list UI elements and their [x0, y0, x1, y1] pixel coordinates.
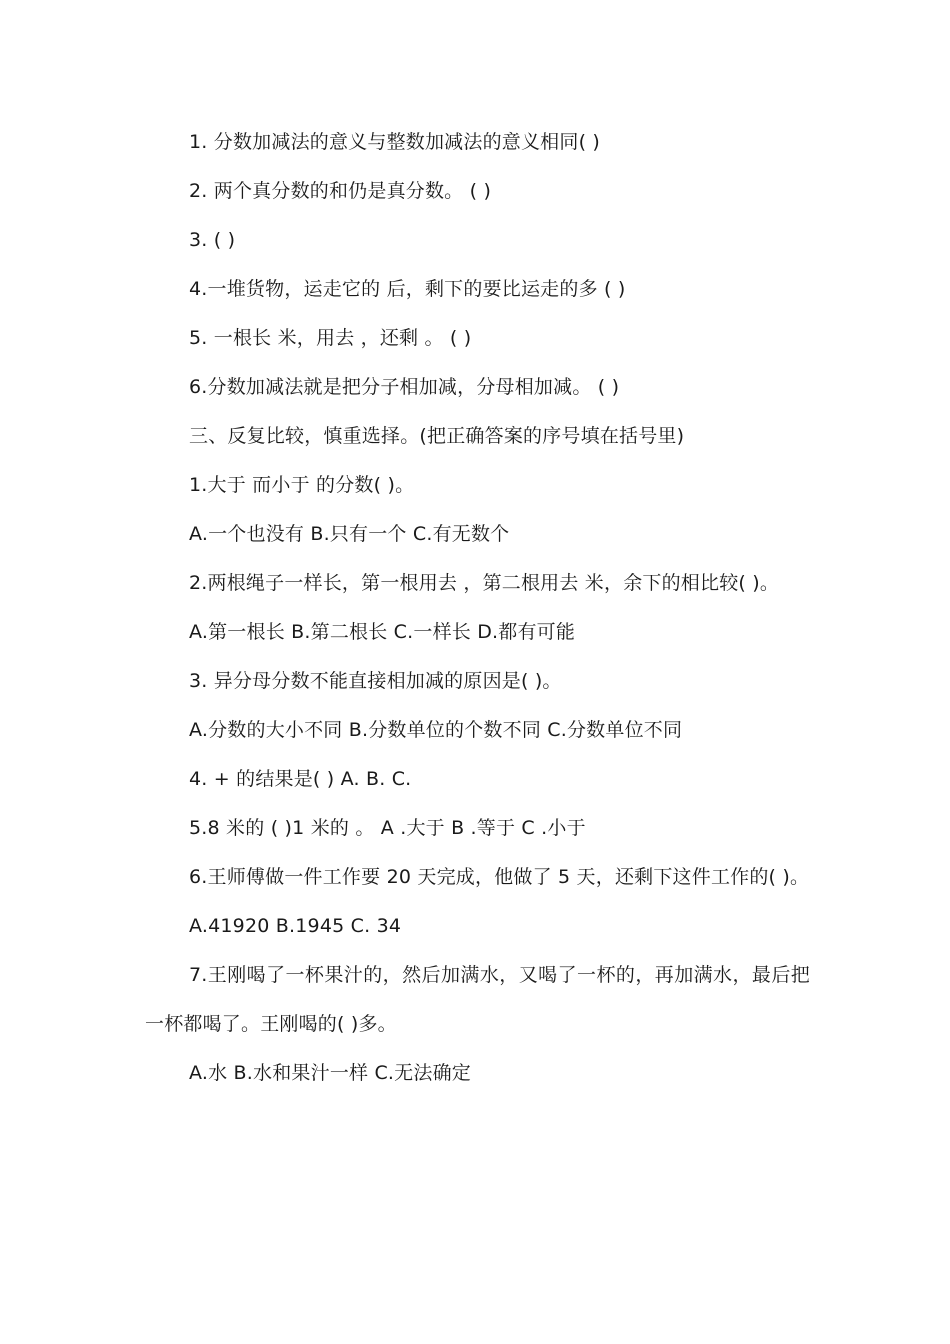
options-choice-6: A.41920 B.1945 C. 34	[189, 915, 402, 937]
question-choice-2: 2.两根绳子一样长，第一根用去 ，第二根用去 米，余下的相比较( )。	[189, 572, 780, 594]
section-heading-choice: 三、反复比较，慎重选择。(把正确答案的序号填在括号里)	[189, 425, 685, 447]
options-choice-3: A.分数的大小不同 B.分数单位的个数不同 C.分数单位不同	[189, 719, 683, 741]
question-judge-6: 6.分数加减法就是把分子相加减，分母相加减。 ( )	[189, 376, 620, 398]
options-choice-2: A.第一根长 B.第二根长 C.一样长 D.都有可能	[189, 621, 576, 643]
question-choice-1: 1.大于 而小于 的分数( )。	[189, 474, 415, 496]
question-judge-1: 1. 分数加减法的意义与整数加减法的意义相同( )	[189, 131, 601, 153]
document-body	[145, 118, 810, 1098]
question-choice-6: 6.王师傅做一件工作要 20 天完成，他做了 5 天，还剩下这件工作的( )。	[189, 866, 810, 888]
question-choice-4: 4. + 的结果是( ) A. B. C.	[189, 768, 412, 790]
question-judge-3: 3. ( )	[189, 229, 236, 251]
question-choice-7: 7.王刚喝了一杯果汁的，然后加满水，又喝了一杯的，再加满水，最后把一杯都喝了。王刚喝的( )多。	[145, 964, 810, 1035]
question-choice-3: 3. 异分母分数不能直接相加减的原因是( )。	[189, 670, 562, 692]
question-judge-5: 5. 一根长 米，用去 ，还剩 。 ( )	[189, 327, 472, 349]
question-judge-4: 4.一堆货物，运走它的 后，剩下的要比运走的多 ( )	[189, 278, 626, 300]
options-choice-1: A.一个也没有 B.只有一个 C.有无数个	[189, 523, 510, 545]
question-choice-5: 5.8 米的 ( )1 米的 。 A .大于 B .等于 C .小于	[189, 817, 586, 839]
options-choice-7: A.水 B.水和果汁一样 C.无法确定	[189, 1062, 471, 1084]
question-judge-2: 2. 两个真分数的和仍是真分数。 ( )	[189, 180, 492, 202]
